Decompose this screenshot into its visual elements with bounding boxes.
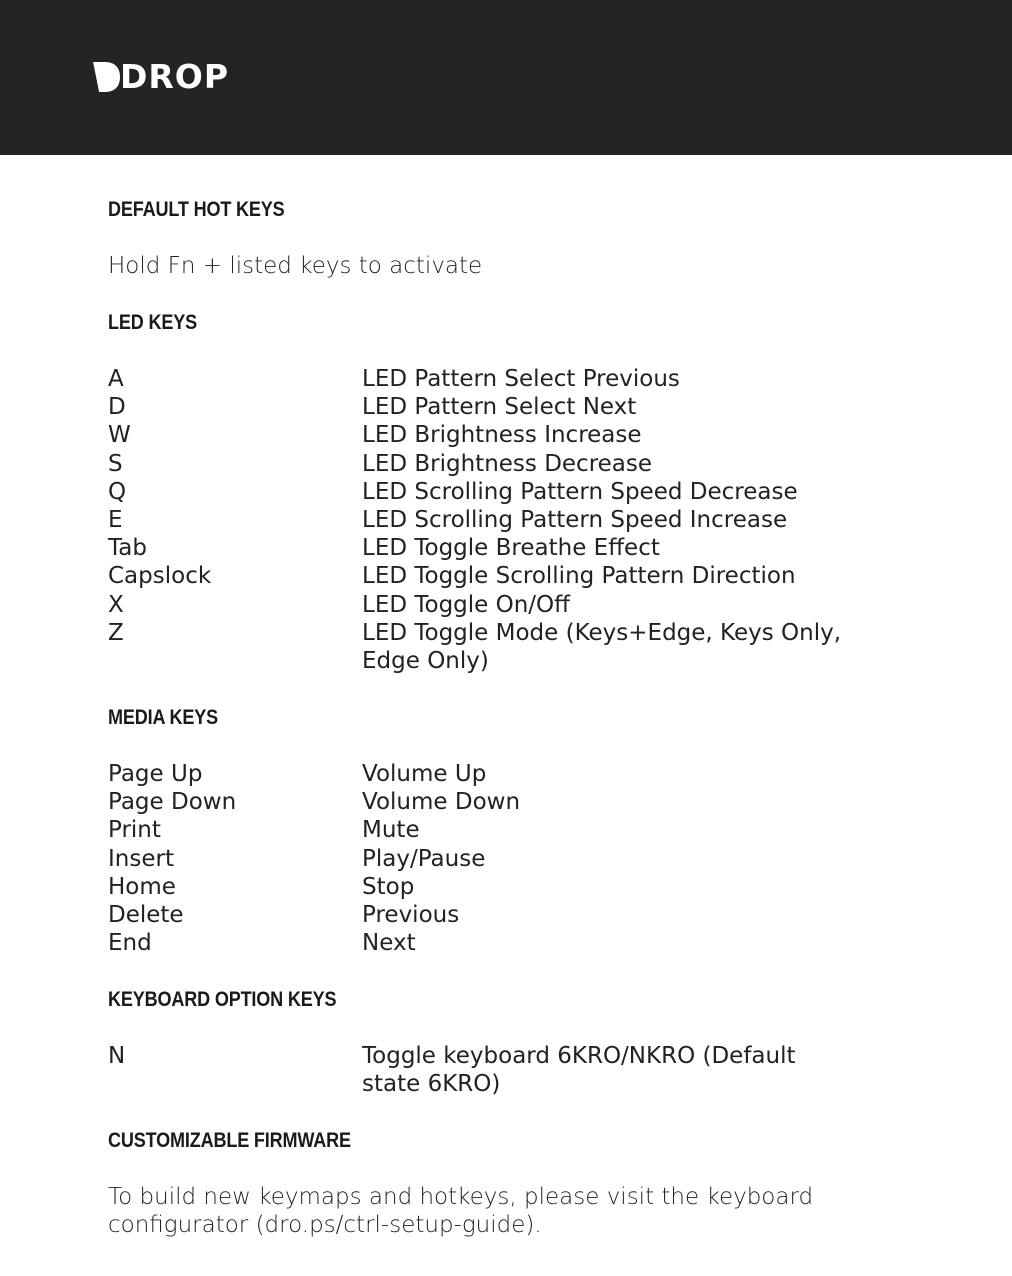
- key-label: Page Down: [108, 789, 237, 816]
- key-label: Z: [108, 619, 124, 646]
- action-label: LED Toggle Breathe Effect: [362, 535, 660, 562]
- table-row: [108, 450, 908, 478]
- key-label: Q: [108, 478, 127, 505]
- table-row: [108, 365, 908, 393]
- table-row: [108, 619, 908, 675]
- key-label: Print: [108, 817, 161, 844]
- media-keys-table: [108, 760, 908, 957]
- table-row: [108, 901, 908, 929]
- table-row: [108, 873, 908, 901]
- action-label: Next: [362, 930, 416, 957]
- action-label: LED Brightness Decrease: [362, 450, 653, 477]
- action-label: LED Brightness Increase: [362, 422, 642, 449]
- key-label: Page Up: [108, 761, 203, 787]
- action-label: LED Toggle On/Off: [362, 591, 571, 618]
- table-row: [108, 760, 908, 788]
- action-label: Volume Up: [362, 761, 487, 787]
- key-label: N: [108, 1043, 126, 1069]
- key-label: E: [108, 507, 123, 534]
- table-row: [108, 478, 908, 506]
- brand-name: DROP: [120, 57, 230, 96]
- default-hot-keys-heading: DEFAULT HOT KEYS: [108, 198, 285, 221]
- table-row: [108, 562, 908, 590]
- table-row: [108, 506, 908, 534]
- key-label: S: [108, 450, 123, 477]
- key-label: Insert: [108, 845, 174, 872]
- drop-logo: [93, 57, 230, 96]
- key-label: Tab: [108, 535, 147, 562]
- key-label: W: [108, 422, 131, 449]
- media-keys-heading: MEDIA KEYS: [108, 706, 219, 729]
- key-label: A: [108, 366, 124, 392]
- key-label: Home: [108, 873, 176, 900]
- customizable-firmware-heading: CUSTOMIZABLE FIRMWARE: [108, 1129, 351, 1152]
- key-label: End: [108, 930, 152, 957]
- led-keys-heading: LED KEYS: [108, 311, 197, 334]
- action-label: LED Pattern Select Next: [362, 394, 637, 421]
- table-row: [108, 845, 908, 873]
- table-row: [108, 591, 908, 619]
- firmware-text-line-1: To build new keymaps and hotkeys, please visit the keyboard: [108, 1184, 814, 1210]
- action-label: Previous: [362, 902, 460, 929]
- keyboard-option-keys-table: [108, 1042, 908, 1098]
- action-label: Toggle keyboard 6KRO/NKRO (Default state 6KRO): [362, 1043, 796, 1098]
- firmware-text-line-2: configurator (dro.ps/ctrl-setup-guide).: [108, 1212, 542, 1238]
- keyboard-option-keys-heading: KEYBOARD OPTION KEYS: [108, 988, 337, 1011]
- action-label: Mute: [362, 817, 420, 844]
- table-row: [108, 421, 908, 449]
- key-label: D: [108, 394, 126, 421]
- default-hot-keys-note: Hold Fn + listed keys to activate: [108, 253, 483, 279]
- action-label: Play/Pause: [362, 845, 486, 872]
- table-row: [108, 1042, 908, 1098]
- key-label: Delete: [108, 902, 184, 929]
- action-label: Stop: [362, 873, 415, 900]
- key-label: Capslock: [108, 563, 212, 590]
- action-label: LED Scrolling Pattern Speed Decrease: [362, 478, 798, 505]
- table-row: [108, 929, 908, 957]
- action-label: LED Toggle Mode (Keys+Edge, Keys Only, Edge Only): [362, 619, 842, 675]
- action-label: LED Pattern Select Previous: [362, 366, 680, 392]
- action-label: LED Scrolling Pattern Speed Increase: [362, 507, 788, 534]
- table-row: [108, 534, 908, 562]
- led-keys-table: [108, 365, 908, 675]
- table-row: [108, 788, 908, 816]
- header-bar: [0, 0, 1012, 155]
- action-label: LED Toggle Scrolling Pattern Direction: [362, 563, 796, 590]
- action-label: Volume Down: [362, 789, 521, 816]
- table-row: [108, 393, 908, 421]
- table-row: [108, 816, 908, 844]
- key-label: X: [108, 591, 124, 618]
